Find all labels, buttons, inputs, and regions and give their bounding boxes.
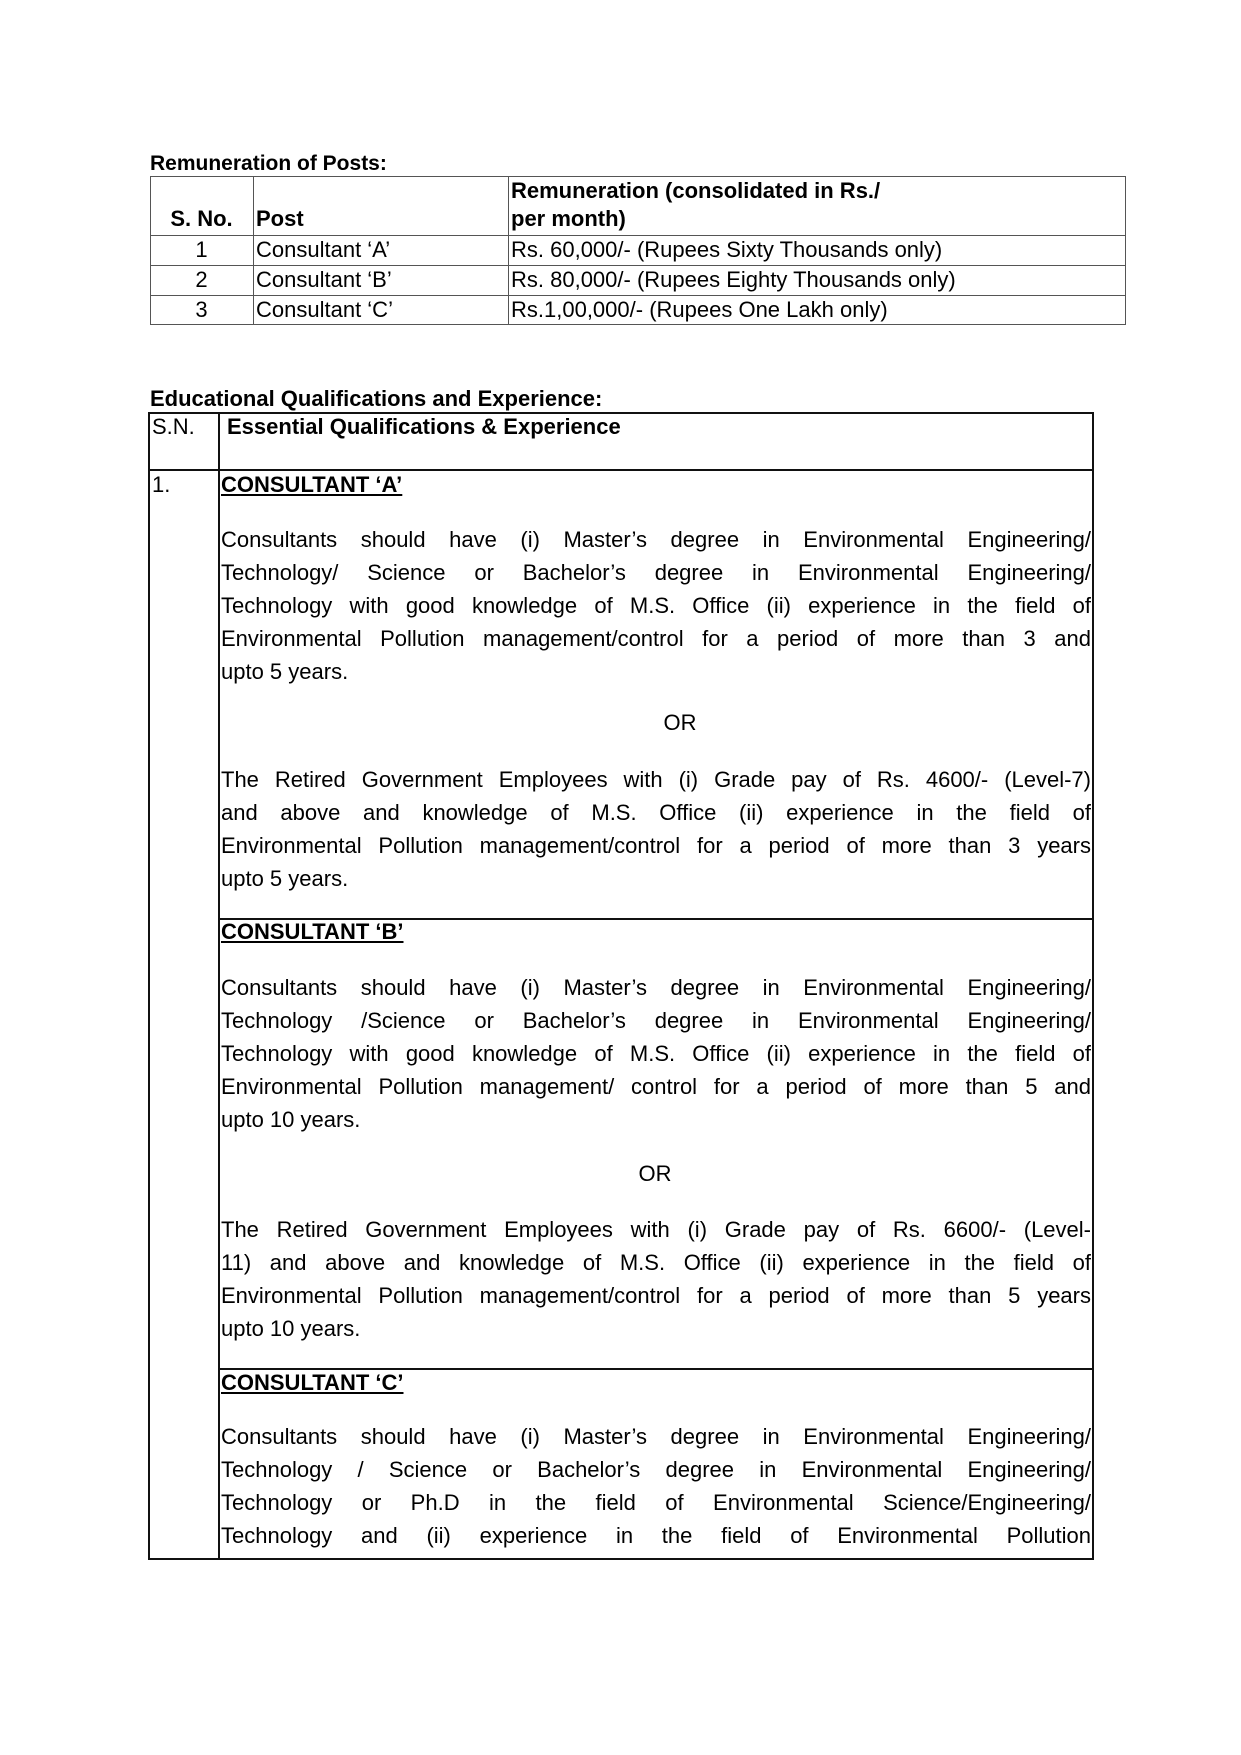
paragraph-line: Technology or Ph.D in the field of Environmental Science/Engineering/ [221, 1490, 1091, 1515]
consultant-b-heading: CONSULTANT ‘B’ [221, 919, 404, 944]
paragraph-line: Technology with good knowledge of M.S. Office (ii) experience in the field of [221, 1041, 1091, 1066]
or-separator: OR [638, 1161, 672, 1186]
paragraph-line: Technology /Science or Bachelor’s degree in Environmental Engineering/ [221, 1008, 1091, 1033]
remuneration-section-title: Remuneration of Posts: [150, 152, 387, 175]
paragraph-line: The Retired Government Employees with (i) Grade pay of Rs. 4600/- (Level-7) [221, 767, 1091, 792]
header-sn: S.N. [152, 414, 195, 439]
paragraph-line: Consultants should have (i) Master’s degree in Environmental Engineering/ [221, 1424, 1091, 1449]
header-post: Post [256, 206, 304, 231]
row-number: 1. [152, 472, 171, 497]
paragraph-line: upto 5 years. [221, 659, 349, 684]
table-column-divider [218, 414, 220, 1558]
header-remuneration-line1: Remuneration (consolidated in Rs./ [511, 178, 881, 203]
paragraph-line: The Retired Government Employees with (i) Grade pay of Rs. 6600/- (Level- [221, 1217, 1091, 1242]
qualifications-section-title: Educational Qualifications and Experience: [150, 386, 603, 411]
table-column-divider [253, 177, 254, 324]
paragraph-line: Environmental Pollution management/control for a period of more than 3 and [221, 626, 1091, 651]
cell-post: Consultant ‘A’ [256, 237, 391, 262]
cell-sno: 1 [195, 237, 208, 262]
paragraph-line: Environmental Pollution management/control for a period of more than 5 years [221, 1283, 1091, 1308]
paragraph-line: upto 10 years. [221, 1107, 361, 1132]
table-row-divider [151, 265, 1125, 266]
paragraph-line: Technology and (ii) experience in the field of Environmental Pollution [221, 1523, 1091, 1548]
cell-sno: 3 [195, 297, 208, 322]
paragraph-line: Technology/ Science or Bachelor’s degree in Environmental Engineering/ [221, 560, 1091, 585]
cell-sno: 2 [195, 267, 208, 292]
paragraph-line: Environmental Pollution management/control for a period of more than 3 years [221, 833, 1091, 858]
paragraph-line: Consultants should have (i) Master’s degree in Environmental Engineering/ [221, 527, 1091, 552]
paragraph-line: 11) and above and knowledge of M.S. Office (ii) experience in the field of [221, 1250, 1091, 1275]
table-row-divider [151, 295, 1125, 296]
paragraph-line: Consultants should have (i) Master’s degree in Environmental Engineering/ [221, 975, 1091, 1000]
consultant-c-heading: CONSULTANT ‘C’ [221, 1370, 404, 1395]
table-row-divider [151, 235, 1125, 236]
consultant-a-heading: CONSULTANT ‘A’ [221, 472, 403, 497]
paragraph-line: Technology / Science or Bachelor’s degree in Environmental Engineering/ [221, 1457, 1091, 1482]
header-sno: S. No. [170, 206, 233, 231]
paragraph-line: upto 10 years. [221, 1316, 361, 1341]
paragraph-line: Technology with good knowledge of M.S. Office (ii) experience in the field of [221, 593, 1091, 618]
table-column-divider [508, 177, 509, 324]
cell-remuneration: Rs.1,00,000/- (Rupees One Lakh only) [511, 297, 888, 322]
cell-post: Consultant ‘B’ [256, 267, 392, 292]
paragraph-line: and above and knowledge of M.S. Office (ii) experience in the field of [221, 800, 1091, 825]
cell-post: Consultant ‘C’ [256, 297, 393, 322]
paragraph-line: Environmental Pollution management/ control for a period of more than 5 and [221, 1074, 1091, 1099]
paragraph-line: upto 5 years. [221, 866, 349, 891]
cell-remuneration: Rs. 60,000/- (Rupees Sixty Thousands only) [511, 237, 943, 262]
cell-remuneration: Rs. 80,000/- (Rupees Eighty Thousands only) [511, 267, 956, 292]
or-separator: OR [663, 710, 697, 735]
table-row-divider [150, 469, 1092, 471]
header-remuneration-line2: per month) [511, 206, 626, 231]
header-essential-qualifications: Essential Qualifications & Experience [227, 414, 621, 439]
